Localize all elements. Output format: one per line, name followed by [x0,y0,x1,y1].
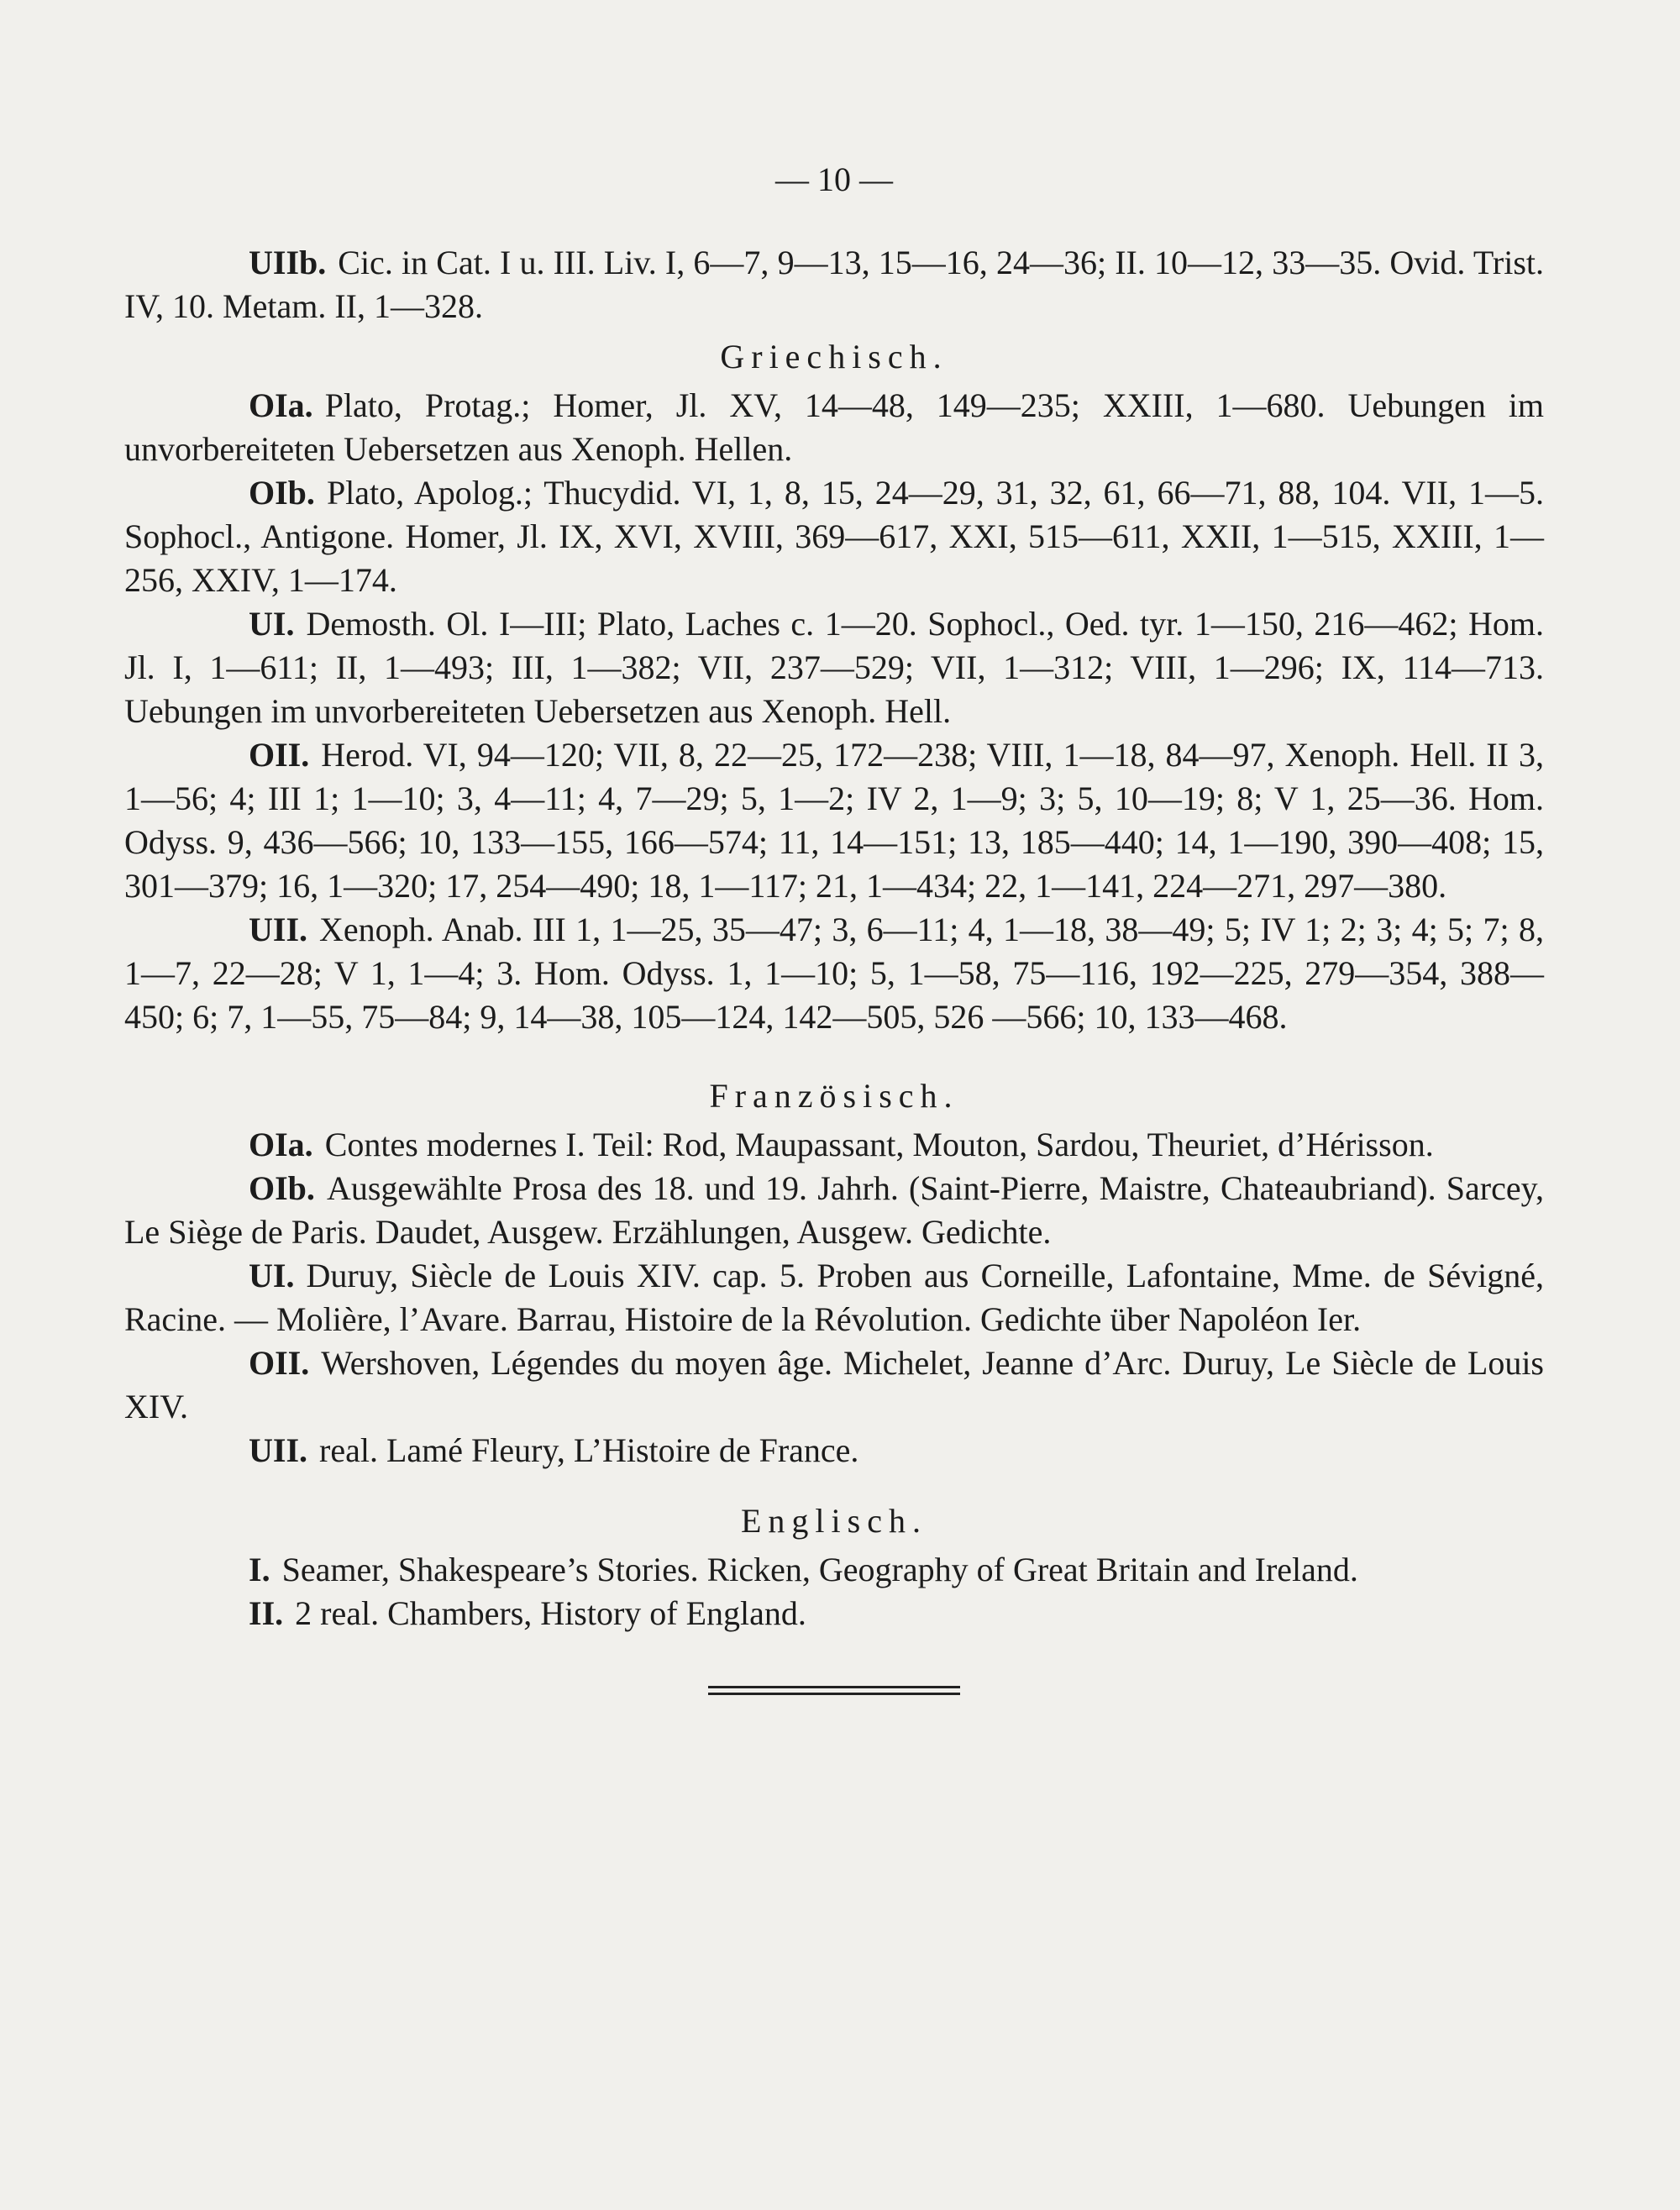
entry-label: UII. [249,911,308,948]
entry-text: Wershoven, Légendes du moyen âge. Michelet, Jeanne d’Arc. Duruy, Le Siècle de Louis XIV. [124,1344,1544,1425]
entry-label: UI. [249,605,295,643]
entry-oii-franzoesisch [124,1341,1544,1429]
section-heading-griechisch: Griechisch. [720,338,948,375]
entry-text: Herod. VI, 94—120; VII, 8, 22—25, 172—238; VIII, 1—18, 84—97, Xenoph. Hell. II 3, 1—56; 4; III 1; 1—10; 3, 4—11; 4, 7—29; 5, 1—2; IV 2, 1—9; 3; 5, 10—19; 8; V 1, 25—36. Hom. Odyss. 9, 436—566; 10, 133—155, 166—574; 11, 14—151; 13, 185—440; 14, 1—190, 390—408; 15, 301—379; 16, 1—320; 17, 254—490; 18, 1—117; 21, 1—434; 22, 1—141, 224—271, 297—380. [124,736,1544,905]
entry-label: OIa. [249,1126,313,1163]
entry-label: II. [249,1594,284,1632]
entry-label: UII. [249,1431,308,1469]
entry-text: 2 real. Chambers, History of England. [295,1594,806,1632]
entry-label: OIb. [249,1169,315,1207]
entry-uiib [124,241,1544,328]
entry-text: Contes modernes I. Teil: Rod, Maupassant, Mouton, Sardou, Theuriet, d’Hérisson. [324,1126,1434,1163]
section-heading-franzoesisch: Französisch. [709,1077,959,1115]
entry-text: Seamer, Shakespeare’s Stories. Ricken, Geography of Great Britain and Ireland. [281,1551,1358,1588]
document-body [124,160,1544,1699]
entry-oii-griechisch [124,733,1544,908]
entry-label: OIa. [249,386,313,424]
entry-oia-franzoesisch [124,1123,1544,1167]
entry-text: Cic. in Cat. I u. III. Liv. I, 6—7, 9—13, 15—16, 24—36; II. 10—12, 33—35. Ovid. Trist. IV, 10. Metam. II, 1—328. [124,244,1544,325]
entry-text: Demosth. Ol. I—III; Plato, Laches c. 1—20. Sophocl., Oed. tyr. 1—150, 216—462; Hom. Jl. I, 1—611; II, 1—493; III, 1—382; VII, 237—529; VII, 1—312; VIII, 1—296; IX, 114—713. Uebungen im unvorbereiteten Uebersetzen aus Xenoph. Hell. [124,605,1544,730]
entry-text: Ausgewählte Prosa des 18. und 19. Jahrh. (Saint-Pierre, Maistre, Chateaubriand). Sarcey, Le Siège de Paris. Daudet, Ausgew. Erzählungen, Ausgew. Gedichte. [124,1169,1544,1251]
entry-uii-franzoesisch [124,1429,1544,1472]
entry-label: UI. [249,1257,295,1294]
entry-ii-englisch [124,1592,1544,1635]
rule-line [708,1686,960,1688]
entry-text: Duruy, Siècle de Louis XIV. cap. 5. Proben aus Corneille, Lafontaine, Mme. de Sévigné, Racine. — Molière, l’Avare. Barrau, Histoire de la Révolution. Gedichte über Napoléon Ier. [124,1257,1544,1338]
entry-text: Plato, Apolog.; Thucydid. VI, 1, 8, 15, 24—29, 31, 32, 61, 66—71, 88, 104. VII, 1—5. Sophocl., Antigone. Homer, Jl. IX, XVI, XVIII, 369—617, XXI, 515—611, XXII, 1—515, XXIII, 1—256, XXIV, 1—174. [124,474,1544,599]
entry-label: OIb. [249,474,315,512]
page-number: — 10 — [775,160,893,198]
entry-oia-griechisch [124,384,1544,471]
section-heading-englisch: Englisch. [741,1502,927,1540]
entry-label: OII. [249,736,310,774]
entry-text: Plato, Protag.; Homer, Jl. XV, 14—48, 149—235; XXIII, 1—680. Uebungen im unvorbereiteten Uebersetzen aus Xenoph. Hellen. [124,386,1544,468]
entry-oib-griechisch [124,471,1544,602]
entry-ui-griechisch [124,602,1544,733]
entry-ui-franzoesisch [124,1254,1544,1341]
entry-label: I. [249,1551,270,1588]
entry-label: OII. [249,1344,310,1382]
entry-label: UIIb. [249,244,327,281]
entry-i-englisch [124,1548,1544,1592]
entry-oib-franzoesisch [124,1167,1544,1254]
entry-text: Xenoph. Anab. III 1, 1—25, 35—47; 3, 6—11; 4, 1—18, 38—49; 5; IV 1; 2; 3; 4; 5; 7; 8, 1—7, 22—28; V 1, 1—4; 3. Hom. Odyss. 1, 1—10; 5, 1—58, 75—116, 192—225, 279—354, 388—450; 6; 7, 1—55, 75—84; 9, 14—38, 105—124, 142—505, 526 —566; 10, 133—468. [124,911,1544,1036]
closing-double-rule [708,1686,960,1695]
entry-uii-griechisch [124,908,1544,1039]
entry-text: real. Lamé Fleury, L’Histoire de France. [319,1431,859,1469]
rule-line [708,1693,960,1695]
